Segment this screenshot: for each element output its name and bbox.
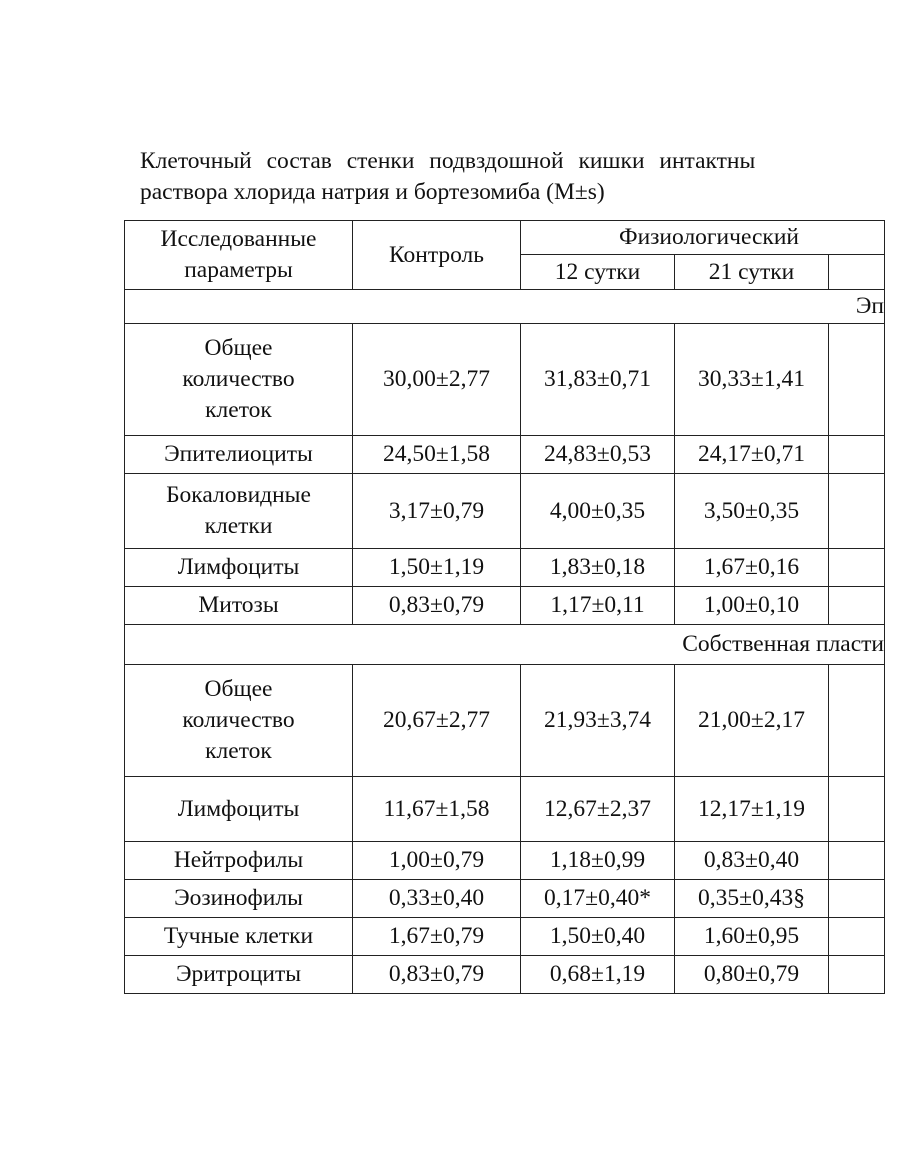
section-title: Собственная пласти — [125, 625, 885, 665]
cell-composition-table — [124, 220, 885, 994]
param-cell: Нейтрофилы — [125, 842, 353, 880]
table-caption — [140, 146, 900, 208]
control-cell: 1,50±1,19 — [353, 549, 521, 587]
table-row — [125, 956, 885, 994]
day12-cell: 0,68±1,19 — [521, 956, 675, 994]
section-title: Эп — [125, 290, 885, 324]
control-cell: 0,33±0,40 — [353, 880, 521, 918]
day12-cell: 12,67±2,37 — [521, 777, 675, 842]
table-row — [125, 474, 885, 549]
param-cell: Лимфоциты — [125, 549, 353, 587]
extra-cell — [829, 474, 885, 549]
day12-cell: 1,83±0,18 — [521, 549, 675, 587]
day12-cell: 21,93±3,74 — [521, 665, 675, 777]
day21-cell: 21,00±2,17 — [675, 665, 829, 777]
extra-cell — [829, 324, 885, 436]
header-extra — [829, 255, 885, 290]
day21-cell: 30,33±1,41 — [675, 324, 829, 436]
header-row-1 — [125, 221, 885, 255]
header-day12: 12 сутки — [521, 255, 675, 290]
extra-cell — [829, 777, 885, 842]
day12-cell: 1,50±0,40 — [521, 918, 675, 956]
day21-cell: 1,00±0,10 — [675, 587, 829, 625]
table-row — [125, 436, 885, 474]
header-day21: 21 сутки — [675, 255, 829, 290]
extra-cell — [829, 587, 885, 625]
table-row — [125, 587, 885, 625]
day12-cell: 4,00±0,35 — [521, 474, 675, 549]
caption-line-1: Клеточный состав стенки подвздошной кишки интактны — [140, 148, 756, 174]
header-group: Физиологический — [521, 221, 885, 255]
day12-cell: 0,17±0,40* — [521, 880, 675, 918]
param-cell: Общее количество клеток — [125, 665, 353, 777]
caption-line-2: раствора хлорида натрия и бортезомиба (M±s) — [140, 179, 605, 205]
param-cell: Эозинофилы — [125, 880, 353, 918]
extra-cell — [829, 880, 885, 918]
day21-cell: 1,67±0,16 — [675, 549, 829, 587]
param-cell: Лимфоциты — [125, 777, 353, 842]
param-cell: Бокаловидные клетки — [125, 474, 353, 549]
control-cell: 1,67±0,79 — [353, 918, 521, 956]
table-row — [125, 324, 885, 436]
table-row — [125, 777, 885, 842]
day21-cell: 12,17±1,19 — [675, 777, 829, 842]
day12-cell: 1,17±0,11 — [521, 587, 675, 625]
extra-cell — [829, 549, 885, 587]
day12-cell: 1,18±0,99 — [521, 842, 675, 880]
extra-cell — [829, 956, 885, 994]
param-cell: Тучные клетки — [125, 918, 353, 956]
table-row — [125, 665, 885, 777]
table-row — [125, 880, 885, 918]
control-cell: 0,83±0,79 — [353, 587, 521, 625]
section-row — [125, 290, 885, 324]
section-row — [125, 625, 885, 665]
extra-cell — [829, 842, 885, 880]
param-cell: Эпителиоциты — [125, 436, 353, 474]
day21-cell: 0,35±0,43§ — [675, 880, 829, 918]
table-row — [125, 842, 885, 880]
param-cell: Эритроциты — [125, 956, 353, 994]
day12-cell: 31,83±0,71 — [521, 324, 675, 436]
param-cell: Митозы — [125, 587, 353, 625]
table-row — [125, 918, 885, 956]
control-cell: 3,17±0,79 — [353, 474, 521, 549]
control-cell: 30,00±2,77 — [353, 324, 521, 436]
day21-cell: 0,83±0,40 — [675, 842, 829, 880]
day21-cell: 0,80±0,79 — [675, 956, 829, 994]
table-row — [125, 549, 885, 587]
header-control: Контроль — [353, 221, 521, 290]
param-cell: Общее количество клеток — [125, 324, 353, 436]
control-cell: 0,83±0,79 — [353, 956, 521, 994]
header-params: Исследованные параметры — [125, 221, 353, 290]
control-cell: 1,00±0,79 — [353, 842, 521, 880]
day21-cell: 1,60±0,95 — [675, 918, 829, 956]
extra-cell — [829, 665, 885, 777]
day21-cell: 3,50±0,35 — [675, 474, 829, 549]
day12-cell: 24,83±0,53 — [521, 436, 675, 474]
day21-cell: 24,17±0,71 — [675, 436, 829, 474]
extra-cell — [829, 436, 885, 474]
control-cell: 20,67±2,77 — [353, 665, 521, 777]
extra-cell — [829, 918, 885, 956]
control-cell: 24,50±1,58 — [353, 436, 521, 474]
control-cell: 11,67±1,58 — [353, 777, 521, 842]
